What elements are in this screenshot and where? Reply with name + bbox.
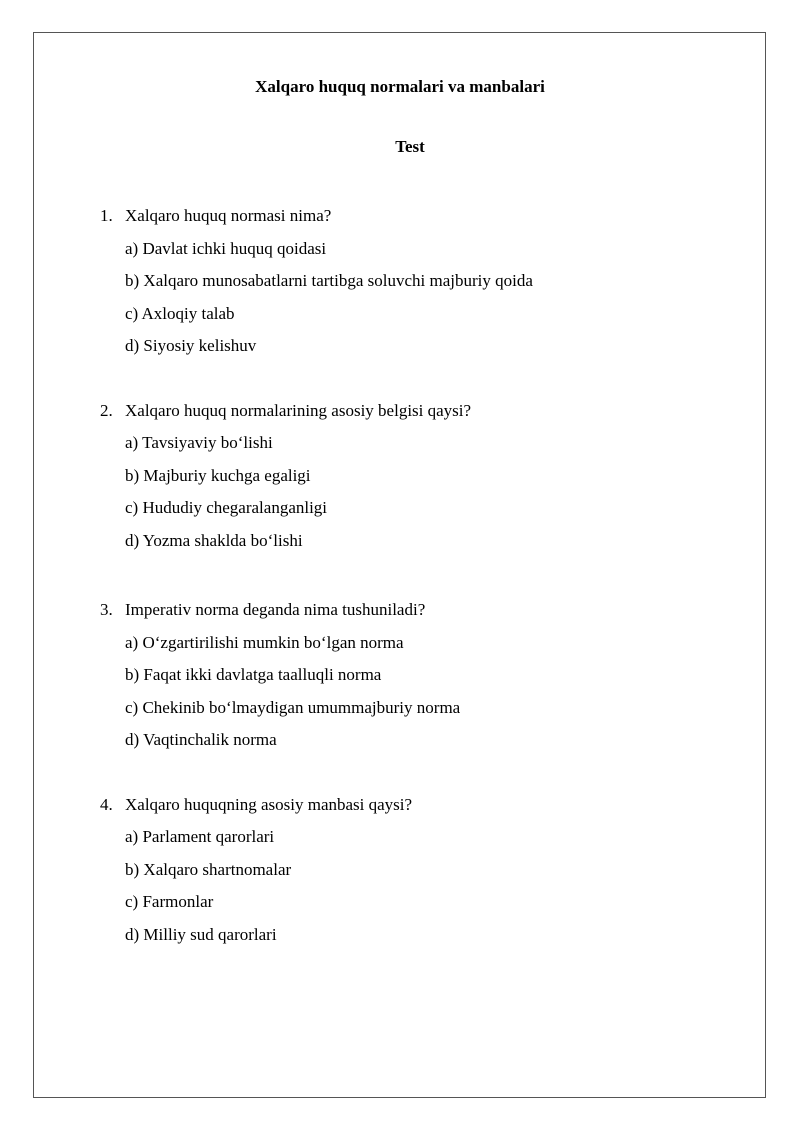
answer-option-c: c) Farmonlar bbox=[125, 892, 214, 911]
answer-option-a: a) Davlat ichki huquq qoidasi bbox=[125, 238, 327, 258]
answer-option-b: b) Majburiy kuchga egaligi bbox=[125, 465, 311, 485]
question-number: 2. bbox=[100, 400, 113, 420]
question-text bbox=[100, 200, 760, 233]
question-text bbox=[100, 395, 760, 428]
question-number: 1. bbox=[100, 206, 113, 225]
document-title: Xalqaro huquq normalari va manbalari bbox=[255, 77, 545, 96]
answer-option-a: a) Tavsiyaviy bo‘lishi bbox=[125, 433, 273, 452]
answer-option-a: a) Parlament qarorlari bbox=[125, 827, 275, 846]
question-text bbox=[100, 594, 760, 627]
answer-option-b: b) Xalqaro munosabatlarni tartibga soluvchi majburiy qoida bbox=[125, 271, 533, 290]
answer-option-d: d) Siyosiy kelishuv bbox=[125, 336, 257, 355]
question-3 bbox=[100, 594, 760, 757]
question-number: 4. bbox=[100, 794, 113, 814]
question-text bbox=[100, 789, 760, 822]
answer-option-c: c) Chekinib bo‘lmaydigan umummajburiy norma bbox=[125, 697, 461, 717]
question-prompt: Xalqaro huquq normalarining asosiy belgisi qaysi? bbox=[125, 400, 472, 420]
question-prompt: Imperativ norma deganda nima tushuniladi? bbox=[125, 600, 426, 619]
question-4 bbox=[100, 789, 760, 952]
question-list bbox=[100, 200, 760, 951]
answer-option-c: c) Hududiy chegaralanganligi bbox=[125, 498, 328, 517]
question-number: 3. bbox=[100, 600, 113, 619]
answer-option-b: b) Xalqaro shartnomalar bbox=[125, 859, 292, 879]
question-1 bbox=[100, 200, 760, 363]
answer-option-d: d) Milliy sud qarorlari bbox=[125, 924, 277, 944]
answer-option-d: d) Vaqtinchalik norma bbox=[125, 730, 277, 749]
document-subtitle: Test bbox=[395, 137, 425, 156]
question-2 bbox=[100, 395, 760, 558]
question-prompt: Xalqaro huquq normasi nima? bbox=[125, 206, 332, 225]
answer-option-d: d) Yozma shaklda bo‘lishi bbox=[125, 530, 303, 550]
answer-option-a: a) O‘zgartirilishi mumkin bo‘lgan norma bbox=[125, 632, 404, 652]
question-prompt: Xalqaro huquqning asosiy manbasi qaysi? bbox=[125, 794, 413, 814]
answer-option-b: b) Faqat ikki davlatga taalluqli norma bbox=[125, 665, 382, 684]
answer-option-c: c) Axloqiy talab bbox=[125, 303, 235, 323]
